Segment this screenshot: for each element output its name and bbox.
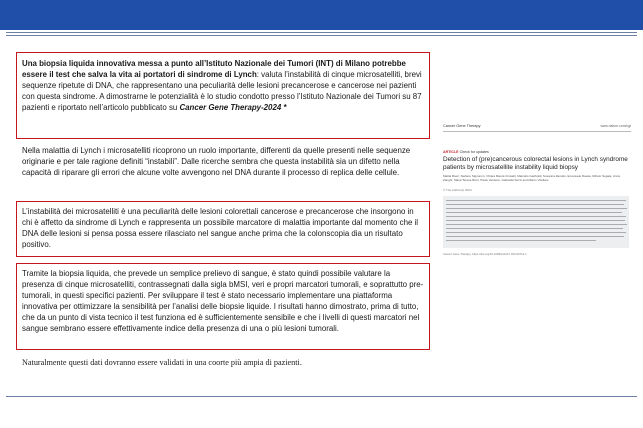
abstract-line [446, 236, 624, 237]
abstract-line [446, 220, 625, 221]
article-thumbnail [441, 124, 633, 266]
abstract-line [446, 212, 622, 213]
abstract-line [446, 240, 596, 241]
article-citation: Cancer Gene Therapy; https://doi.org/10.1038/s41417-023-00712-x [443, 252, 527, 256]
abstract-line [446, 208, 627, 209]
article-title: Detection of (pre)cancerous colorectal lesions in Lynch syndrome patients by microsatellite instability liquid biopsy [443, 156, 628, 171]
check-for-updates-badge: Check for updates [459, 150, 489, 154]
article-url: www.nature.com/cgt [600, 124, 631, 128]
abstract-line [446, 228, 623, 229]
header-bar [0, 0, 643, 30]
abstract-line [446, 204, 624, 205]
intro-body-text: : valuta l’instabilità di cinque microsatelliti, brevi sequenze ripetute di DNA, che rappresentano una peculiarità delle lesioni precancerose e cancerose nei pazienti con questa sindrome. A dimostrarne le potenzialità è lo studio condotto presso l’Istituto Nazionale dei Tumori su 87 pazienti e riportato nell’articolo pubblicato su [22, 70, 422, 112]
abstract-line [446, 224, 627, 225]
footer-rule [6, 396, 637, 397]
abstract-line [446, 216, 626, 217]
abstract-line [446, 232, 626, 233]
article-divider [443, 131, 631, 132]
journal-reference: Cancer Gene Therapy-2024 * [179, 103, 287, 112]
instability-paragraph: L’instabilità dei microsatelliti è una peculiarità delle lesioni colorettali cancerose e precancerose che insorgono in chi è affetto da sindrome di Lynch e rappresenta un possibile marcatore di malattia importante dal momento che il DNA delle lesioni si pensa possa essere rilasciato nel sangue anche prima che la colonscopia dia un risultato positivo. [22, 207, 419, 249]
intro-bold-text: Una biopsia liquida innovativa messa a punto all’Istituto Nazionale dei Tumori (INT) di Milano potrebbe essere il test che salva la vita ai portatori di sindrome di Lynch [22, 59, 406, 79]
biopsy-paragraph: Tramite la biopsia liquida, che prevede un semplice prelievo di sangue, è stato quindi possibile valutare la presenza di cinque microsatelliti, contrassegnati dalla sigla bMSI, veri e propri marcatori tumorali, e soprattutto pre-tumorali, in questi specifici pazienti. Per sviluppare il test è stato necessario implementare una piattaforma innovativa per ottimizzare la sensibilità per l’analisi delle biopsie liquide. I risultati hanno dimostrato, prima di tutto, che da un punto di vista tecnico il test funziona ed è sufficientemente sensibile e che i livelli di questi marcatori nel sangue sembrano essere effettivamente indice della presenza di una o più lesioni tumorali. [22, 269, 424, 333]
article-authors: Mattia Boeri, Stefano Signoroni, Chiara Maura Ciniselli, Marcello Gariboldi, Susanna Zanutto, Emanuele Rausa, Miriam Segale, Anna Zanghì, Maria Teresa Ricci, Paolo Verderio, Gabriella Sozzi and Marco Vitellaro [443, 174, 620, 182]
intro-paragraph [22, 58, 424, 113]
lynch-microsatellite-paragraph: Nella malattia di Lynch i microsatelliti ricoprono un ruolo importante, differenti da quelle presenti nelle sequenze originarie e per tale ragione definiti “instabili”. Dalle ricerche sembra che questa instabilità sia un difetto nella capacità di riparare gli errori che alcune volte avvengono nel DNA durante il processo di replica delle cellule. [22, 146, 411, 177]
header-rule [6, 32, 637, 33]
article-journal-name: Cancer Gene Therapy [443, 124, 481, 128]
article-abstract-block [443, 196, 629, 248]
article-label-row [443, 150, 489, 154]
article-type-label: ARTICLE [443, 150, 459, 154]
article-copyright: © The Author(s) 2024 [443, 188, 472, 192]
header-rule-secondary [6, 35, 637, 36]
closing-paragraph: Naturalmente questi dati dovranno essere validati in una coorte più ampia di pazienti. [22, 358, 302, 367]
abstract-line [446, 200, 626, 201]
